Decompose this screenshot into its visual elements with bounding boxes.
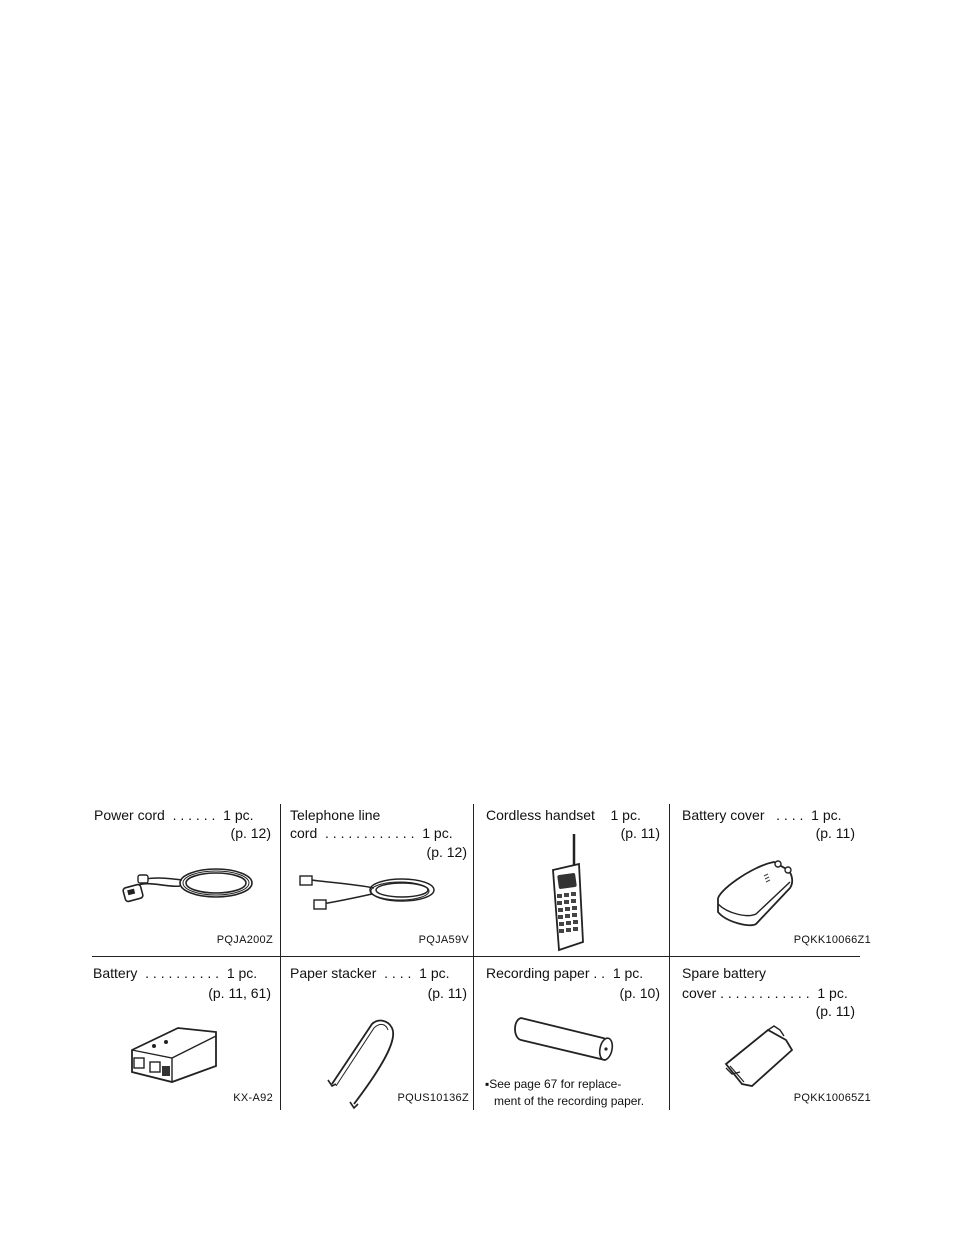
item-battery-cover (674, 800, 871, 956)
item-page-ref: (p. 12) (230, 825, 271, 841)
telephone-cord-icon (294, 868, 444, 928)
item-battery (88, 958, 281, 1114)
item-title: Battery cover . . . . 1 pc. (682, 807, 842, 823)
item-title: Battery . . . . . . . . . . 1 pc. (93, 965, 258, 981)
item-part-code: KX-A92 (233, 1092, 273, 1104)
note-line: ▪See page 67 for replace- (485, 1077, 622, 1091)
item-page-ref: (p. 10) (619, 985, 660, 1001)
battery-icon (128, 1020, 228, 1090)
item-title: Cordless handset 1 pc. (486, 807, 641, 823)
item-page-ref: (p. 11, 61) (208, 985, 271, 1001)
recording-paper-icon (511, 1010, 621, 1070)
divider (92, 956, 860, 957)
item-title: Recording paper . . 1 pc. (486, 965, 644, 981)
item-spare-battery-cover (674, 958, 871, 1114)
item-part-code: PQUS10136Z (397, 1092, 469, 1104)
spare-battery-cover-icon (722, 1022, 812, 1102)
item-part-code: PQJA200Z (216, 934, 273, 946)
item-cordless-handset (477, 800, 670, 956)
item-title: Power cord . . . . . . 1 pc. (94, 807, 254, 823)
item-part-code: PQKK10065Z1 (793, 1092, 871, 1104)
item-title: Spare battery (682, 965, 767, 981)
item-page-ref: (p. 12) (426, 844, 467, 860)
cordless-handset-icon (539, 832, 599, 952)
item-recording-paper (477, 958, 670, 1114)
item-page-ref: (p. 11) (815, 1003, 855, 1019)
item-title: Telephone line (290, 807, 381, 823)
item-page-ref: (p. 11) (427, 985, 467, 1001)
item-title: Paper stacker . . . . 1 pc. (290, 965, 450, 981)
item-paper-stacker (284, 958, 477, 1114)
item-title-continued: cover . . . . . . . . . . . . 1 pc. (682, 985, 848, 1001)
item-part-code: PQJA59V (418, 934, 469, 946)
item-part-code: PQKK10066Z1 (793, 934, 871, 946)
note-line: ment of the recording paper. (494, 1094, 645, 1108)
item-telephone-line-cord (284, 800, 477, 956)
item-page-ref: (p. 11) (620, 825, 660, 841)
accessories-grid (88, 800, 871, 1112)
item-power-cord (88, 800, 281, 956)
power-cord-icon (118, 858, 268, 933)
recording-paper-note (485, 1076, 644, 1110)
battery-cover-icon (712, 852, 812, 932)
item-page-ref: (p. 11) (815, 825, 855, 841)
item-title-continued: cord . . . . . . . . . . . . 1 pc. (290, 825, 453, 841)
